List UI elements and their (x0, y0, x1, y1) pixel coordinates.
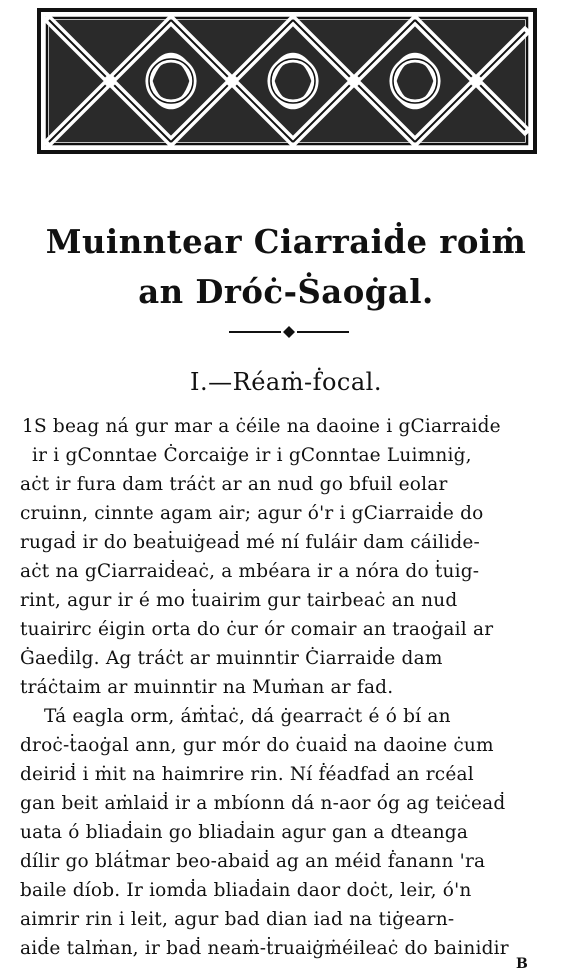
text-line: Tá eagla orm, áṁṫaċ, dá ġearraċt é ó bí an (44, 706, 451, 727)
text-line: deiriḋ i ṁit na haimrire rin. Ní ḟéadfaḋ an rcéal (20, 764, 474, 785)
text-line: aċt ir fura dam tráċt ar an nud go bfuil eolar (20, 474, 448, 495)
text-line: baile díob. Ir iomḋa bliaḋain daor doċt, leir, ó'n (20, 880, 472, 901)
text-line: aimrir rin i leit, agur bad dian iad na tiġearn- (20, 909, 455, 930)
text-line: Ġaeḋilg. Ag tráċt ar muinntir Ċiarraiḋe dam (20, 648, 443, 669)
text-line: tuairirc éigin orta do ċur ór comair an traoġail ar (20, 619, 494, 640)
text-line: rint, agur ir é mo ṫuairim gur tairbeaċ an nud (20, 590, 458, 611)
text-line: 1S beag ná gur mar a ċéile na daoine i gCiarraiḋe (22, 416, 501, 437)
text-line: droċ-ṫaoġal ann, gur mór do ċuaiḋ na daoine ċum (20, 735, 494, 756)
text-line: tráċtaim ar muinntir na Muṁan ar fad. (20, 677, 394, 698)
chapter-title-line-1: Muinntear Ciarraiḋe roiṁ (45, 223, 527, 261)
text-line: ir i gConntae Ċorcaiġe ir i gConntae Luimniġ, (32, 445, 472, 466)
text-line: dílir go bláṫmar beo-abaiḋ ag an méid ḟanann 'ra (20, 851, 486, 872)
text-line: uata ó bliaḋain go bliaḋain agur gan a dteanga (20, 822, 469, 843)
text-line: gan beit aṁlaiḋ ir a mbíonn dá n-aor óg ag teiċeaḋ (20, 793, 506, 814)
text-line: cruinn, cinnte agam air; agur ó'r i gCiarraiḋe do (20, 503, 484, 524)
printer-signature: B (516, 956, 528, 972)
section-heading: I.—Réaṁ-ḟocal. (190, 368, 382, 396)
diamond-rule-ornament (229, 324, 349, 340)
chapter-title-line-2: an Dróċ-Ṡaoġal. (138, 273, 434, 311)
text-line: aċt na gCiarraiḋeaċ, a mbéara ir a nóra do ṫuig- (20, 561, 480, 582)
text-line: aiḋe talṁan, ir baḋ neaṁ-ṫruaiġṁéileaċ do bainidir (20, 938, 509, 959)
text-line: rugaḋ ir do beaṫuiġeaḋ mé ní fuláir dam cáiliḋe- (20, 532, 480, 553)
celtic-knotwork-banner (37, 8, 537, 154)
